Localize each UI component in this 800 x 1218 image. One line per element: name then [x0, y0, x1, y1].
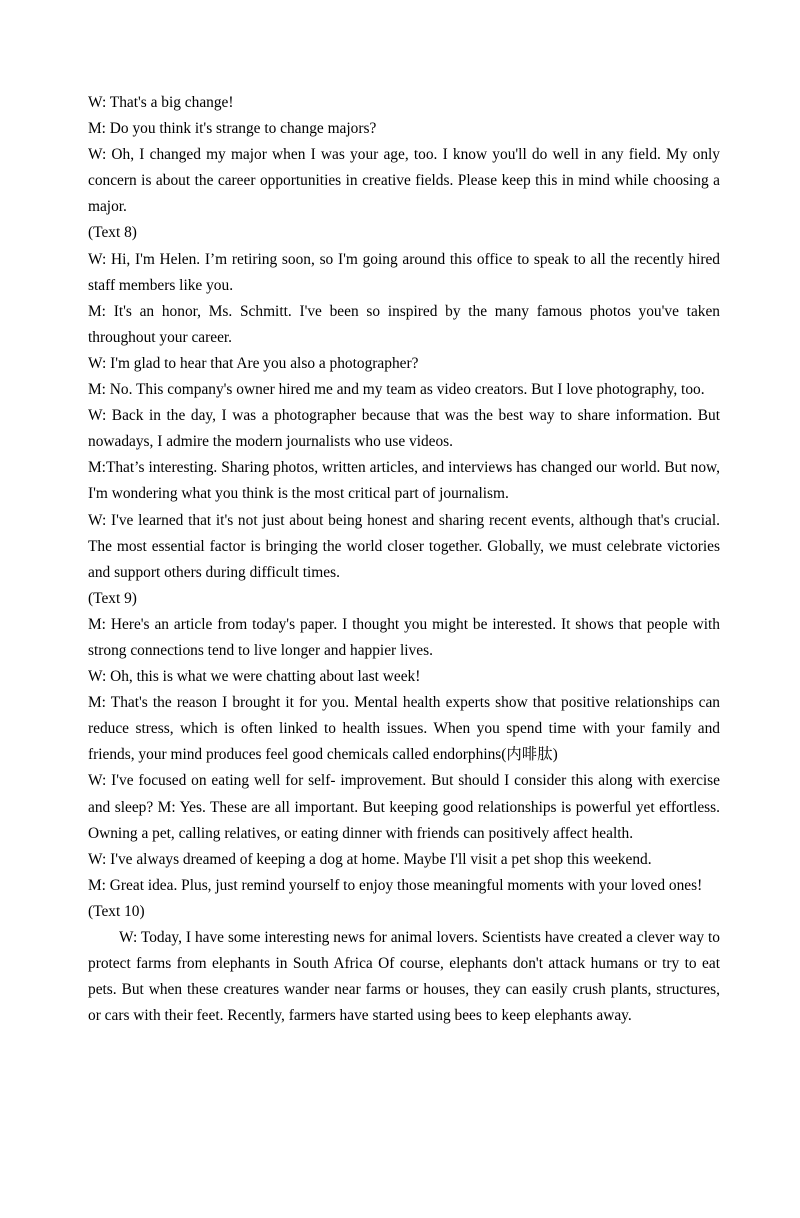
dialogue-line: W: Oh, I changed my major when I was your age, too. I know you'll do well in any field. My only concern is about the career opportunities in creative fields. Please keep this in mind while choosing a major. [88, 146, 720, 216]
dialogue-line: M: Do you think it's strange to change majors? [88, 120, 377, 138]
dialogue-line: M: Here's an article from today's paper. I thought you might be interested. It shows that people with strong connections tend to live longer and happier lives. [88, 615, 720, 659]
document-page [88, 90, 720, 1029]
dialogue-line: M: That's the reason I brought it for you. Mental health experts show that positive relationships can reduce stress, which is often linked to health issues. When you spend time with your family and friends, your mind produces feel good chemicals called endorphins(内啡肽) [88, 694, 720, 764]
section-heading-text-10: (Text 10) [88, 902, 145, 920]
dialogue-line: M: It's an honor, Ms. Schmitt. I've been so inspired by the many famous photos you've taken throughout your career. [88, 302, 720, 346]
dialogue-line: M: No. This company's owner hired me and my team as video creators. But I love photography, too. [88, 381, 705, 399]
dialogue-line: W: That's a big change! [88, 94, 234, 111]
dialogue-line: W: Back in the day, I was a photographer because that was the best way to share information. But nowadays, I admire the modern journalists who use videos. [88, 407, 720, 451]
dialogue-line: W: Oh, this is what we were chatting about last week! [88, 668, 421, 686]
section-heading-text-8: (Text 8) [88, 224, 137, 242]
dialogue-line: W: I've always dreamed of keeping a dog at home. Maybe I'll visit a pet shop this weekend. [88, 850, 652, 868]
dialogue-line: M: Great idea. Plus, just remind yourself to enjoy those meaningful moments with your loved ones! [88, 876, 703, 894]
dialogue-line: W: I've learned that it's not just about being honest and sharing recent events, although that's crucial. The most essential factor is bringing the world closer together. Globally, we must celebrate victories and support others during difficult times. [88, 511, 720, 581]
section-heading-text-9: (Text 9) [88, 589, 137, 607]
dialogue-line: W: Hi, I'm Helen. I’m retiring soon, so I'm going around this office to speak to all the recently hired staff members like you. [88, 250, 720, 294]
dialogue-line: W: I'm glad to hear that Are you also a photographer? [88, 354, 419, 372]
dialogue-line: W: I've focused on eating well for self- improvement. But should I consider this along with exercise and sleep? M: Yes. These are all important. But keeping good relationships is powerful yet effortless. Owning a pet, calling relatives, or eating dinner with friends can positively affect health. [88, 772, 720, 842]
monologue-paragraph: W: Today, I have some interesting news for animal lovers. Scientists have created a clever way to protect farms from elephants in South Africa Of course, elephants don't attack humans or try to eat pets. But when these creatures wander near farms or houses, they can easily crush plants, structures, or cars with their feet. Recently, farmers have started using bees to keep elephants away. [88, 929, 720, 1025]
dialogue-line: M:That’s interesting. Sharing photos, written articles, and interviews has changed our world. But now, I'm wondering what you think is the most critical part of journalism. [88, 459, 720, 503]
